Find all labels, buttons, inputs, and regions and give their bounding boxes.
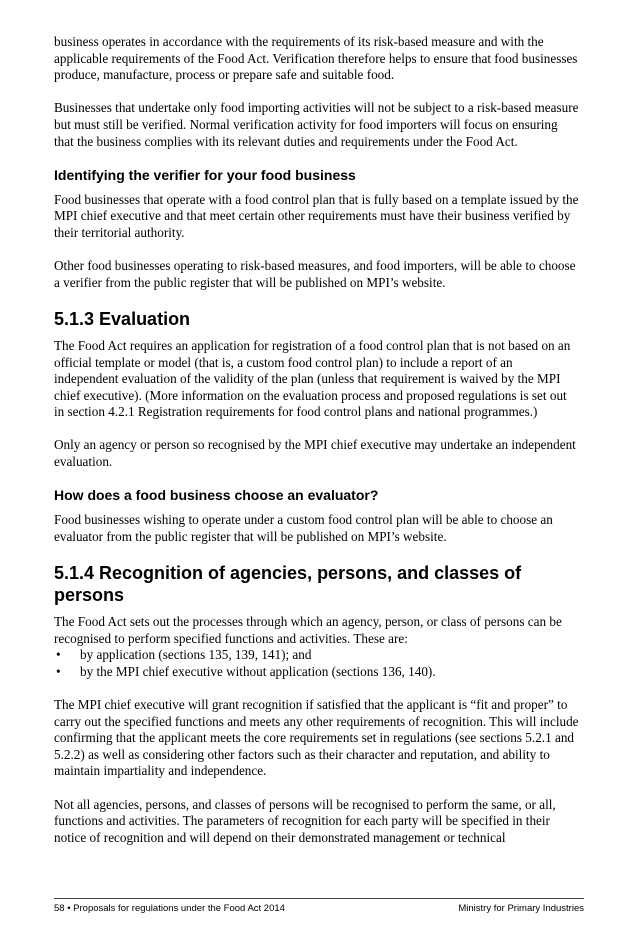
- bullet-icon: •: [56, 647, 61, 663]
- paragraph: Only an agency or person so recognised by the MPI chief executive may undertake an independent evaluation.: [54, 437, 576, 470]
- footer-right: Ministry for Primary Industries: [458, 903, 584, 914]
- paragraph: Businesses that undertake only food importing activities will not be subject to a risk-based measure but must still be verified. Normal verification activity for food importers will focus on ensuring that the business complies with its relevant duties and requirements under the Food Act.: [54, 100, 579, 149]
- paragraph: Not all agencies, persons, and classes of persons will be recognised to perform the same, or all, functions and activities. The parameters of recognition for each party will be specified in their notice of recognition and will depend on their demonstrated management or technical: [54, 796, 556, 845]
- list-item: [54, 664, 580, 681]
- paragraph: The Food Act sets out the processes through which an agency, person, or class of persons can be recognised to perform specified functions and activities. These are:: [54, 614, 562, 646]
- footer-left: 58 • Proposals for regulations under the Food Act 2014: [54, 903, 285, 914]
- paragraph: Other food businesses operating to risk-based measures, and food importers, will be able to choose a verifier from the public register that will be published on MPI’s website.: [54, 258, 576, 290]
- paragraph: The Food Act requires an application for registration of a food control plan that is not based on an official template or model (that is, a custom food control plan) to include a report of an independent evaluation of the validity of the plan (unless that requirement is waived by the MPI chief executive). (More information on the evaluation process and proposed regulations is set out in section 4.2.1 Registration requirements for food control plans and national programmes.): [54, 337, 571, 420]
- list-item: [54, 647, 580, 664]
- heading-evaluation: 5.1.3 Evaluation: [54, 308, 191, 329]
- page-body: [54, 34, 580, 863]
- page-footer: [54, 898, 584, 914]
- paragraph: The MPI chief executive will grant recognition if satisfied that the applicant is “fit and proper” to carry out the specified functions and meets any other requirements of recognition. This will include confirming that the applicant meets the core requirements set in regulations (see sections 5.2.1 and 5.2.2) as well as considering other factors such as their character and reputation, and ability to maintain impartiality and independence.: [54, 697, 579, 779]
- list-item-text: by application (sections 135, 139, 141); and: [80, 647, 312, 663]
- heading-recognition: 5.1.4 Recognition of agencies, persons, and classes of persons: [54, 563, 522, 606]
- paragraph: Food businesses wishing to operate under a custom food control plan will be able to choose an evaluator from the public register that will be published on MPI’s website.: [54, 512, 553, 544]
- bullet-icon: •: [56, 663, 61, 679]
- list-item-text: by the MPI chief executive without application (sections 136, 140).: [80, 663, 436, 679]
- paragraph: Food businesses that operate with a food control plan that is fully based on a template issued by the MPI chief executive and that meet certain other requirements must have their business verified by their territorial authority.: [54, 191, 579, 240]
- paragraph: business operates in accordance with the requirements of its risk-based measure and with the applicable requirements of the Food Act. Verification therefore helps to ensure that food businesses produce, manufacture, process or prepare safe and suitable food.: [54, 34, 578, 83]
- heading-evaluator: How does a food business choose an evaluator?: [54, 487, 379, 504]
- bullet-list: [54, 647, 580, 680]
- heading-verifier: Identifying the verifier for your food business: [54, 166, 356, 183]
